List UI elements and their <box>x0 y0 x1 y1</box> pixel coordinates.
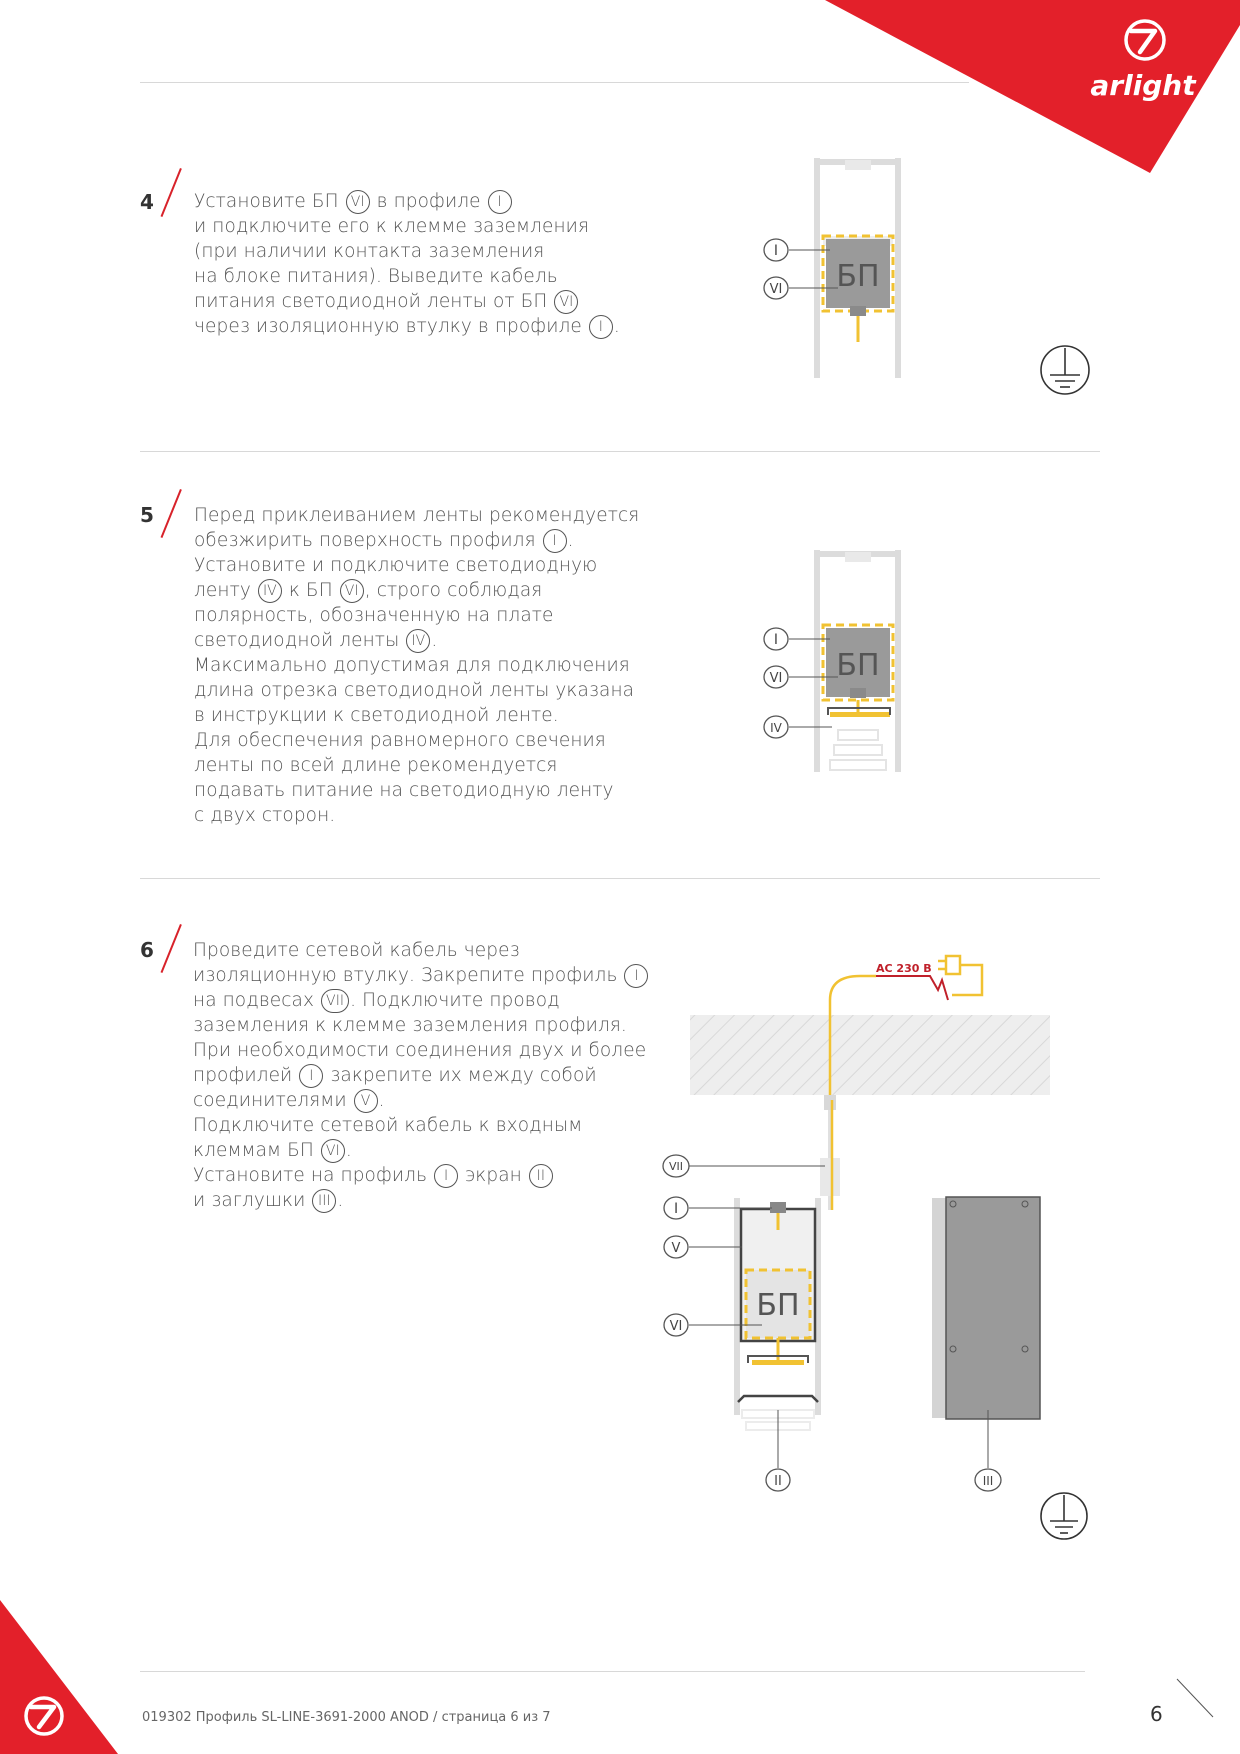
step-number-4: 4 <box>140 190 154 214</box>
page-number: 6 <box>1150 1702 1163 1726</box>
text-segment: и заглушки <box>193 1190 312 1211</box>
page-corner-mark <box>1175 1677 1215 1721</box>
text-segment: экран <box>459 1165 528 1186</box>
callout-label-II: II <box>774 1474 782 1489</box>
diagram-step-4 <box>750 150 1100 410</box>
text-segment: обезжирить поверхность профиля <box>194 530 542 551</box>
text-line <box>194 603 639 628</box>
roman-callout-badge: I <box>624 964 648 988</box>
callout-label-VII: VII <box>668 1160 684 1173</box>
text-line <box>194 728 639 753</box>
psu-block <box>746 1270 810 1338</box>
ground-icon <box>1041 346 1089 394</box>
text-segment: При необходимости соединения двух и более <box>193 1040 647 1061</box>
text-line <box>193 1013 649 1038</box>
roman-callout-badge: VI <box>340 579 364 603</box>
roman-callout-badge: VI <box>554 290 578 314</box>
text-segment: соединителями <box>193 1090 353 1111</box>
footer-divider <box>140 1671 1085 1672</box>
diffuser-lines <box>830 730 886 770</box>
red-corner-bottom-shape <box>0 1600 118 1754</box>
callout-label-I: I <box>673 1201 679 1217</box>
text-line <box>193 1188 649 1213</box>
roman-callout-badge: VI <box>321 1139 345 1163</box>
text-segment: на блоке питания). Выведите кабель <box>194 266 558 287</box>
roman-callout-badge: V <box>354 1089 378 1113</box>
text-segment: Максимально допустимая для подключения <box>194 655 630 676</box>
callout-label-V: V <box>671 1241 681 1256</box>
step-text-5 <box>194 503 639 828</box>
text-segment: . <box>431 630 438 651</box>
text-line <box>193 1138 649 1163</box>
text-line <box>193 1113 649 1138</box>
divider-step-5 <box>140 451 1100 452</box>
profile-top-slot <box>845 160 871 170</box>
text-segment: Установите и подключите светодиодную <box>194 555 598 576</box>
text-line <box>194 678 639 703</box>
step-text-4 <box>194 189 620 339</box>
step-number-6: 6 <box>140 938 154 962</box>
power-cable <box>876 976 948 1000</box>
text-segment: заземления к клемме заземления профиля. <box>193 1015 627 1036</box>
callout-label-I: I <box>773 243 779 259</box>
brand-reg-mark: ® <box>1208 76 1218 87</box>
text-segment: с двух сторон. <box>194 805 336 826</box>
text-line <box>193 938 649 963</box>
text-segment: ленту <box>194 580 257 601</box>
text-line <box>194 264 620 289</box>
text-line <box>194 214 620 239</box>
roman-callout-badge: I <box>488 190 512 214</box>
psu-block <box>823 236 893 311</box>
text-line <box>194 239 620 264</box>
text-segment: . <box>345 1140 352 1161</box>
callout-label-III: III <box>982 1474 994 1488</box>
step-slash-4 <box>161 168 182 217</box>
footer-doc-info: 019302 Профиль SL-LINE-3691-2000 ANOD / страница 6 из 7 <box>142 1710 551 1725</box>
text-line <box>194 703 639 728</box>
text-segment: . <box>337 1190 344 1211</box>
callout-label-VI: VI <box>669 1319 683 1334</box>
text-segment: Установите БП <box>194 191 345 212</box>
roman-callout-badge: IV <box>258 579 282 603</box>
roman-callout-badge: IV <box>406 629 430 653</box>
text-segment: профилей <box>193 1065 299 1086</box>
text-segment: и подключите его к клемме заземления <box>194 216 589 237</box>
text-segment: Установите на профиль <box>193 1165 434 1186</box>
ground-icon <box>1041 1493 1087 1539</box>
roman-callout-badge: II <box>529 1164 553 1188</box>
text-line <box>194 778 639 803</box>
divider-step-6 <box>140 878 1100 879</box>
roman-callout-badge: I <box>589 315 613 339</box>
end-cap <box>946 1197 1040 1419</box>
screen <box>738 1396 818 1402</box>
text-segment: . <box>613 316 620 337</box>
text-line <box>194 803 639 828</box>
text-segment: . <box>378 1090 385 1111</box>
diagram-step-6 <box>668 940 1100 1540</box>
text-segment: клеммам БП <box>193 1140 320 1161</box>
text-line <box>194 578 639 603</box>
step-slash-5 <box>161 489 182 538</box>
text-line <box>194 753 639 778</box>
text-segment: в профиле <box>370 191 487 212</box>
text-segment: к БП <box>282 580 339 601</box>
text-line <box>194 528 639 553</box>
text-segment: длина отрезка светодиодной ленты указана <box>194 680 635 701</box>
text-segment: (при наличии контакта заземления <box>194 241 545 262</box>
roman-callout-badge: I <box>299 1064 323 1088</box>
text-line <box>194 628 639 653</box>
text-line <box>193 1163 649 1188</box>
text-segment: светодиодной ленты <box>194 630 406 651</box>
text-line <box>193 963 649 988</box>
text-line <box>193 1038 649 1063</box>
callout-label-I: I <box>773 632 779 648</box>
led-strip <box>830 712 890 717</box>
text-segment: питания светодиодной ленты от БП <box>194 291 554 312</box>
text-segment: через изоляционную втулку в профиле <box>194 316 588 337</box>
text-line <box>194 503 639 528</box>
brand-corner-bottom <box>0 1600 130 1754</box>
roman-callout-badge: III <box>312 1189 336 1213</box>
callout-label-VI: VI <box>769 282 783 297</box>
brand-corner <box>820 0 1240 175</box>
psu-label: БП <box>836 259 880 294</box>
text-segment: Проведите сетевой кабель через <box>193 940 520 961</box>
step-number-5: 5 <box>140 503 154 527</box>
step-text-6 <box>193 938 649 1213</box>
text-line <box>194 653 639 678</box>
text-line <box>194 289 620 314</box>
text-line <box>194 553 639 578</box>
text-line <box>193 1088 649 1113</box>
callout-label-IV: IV <box>770 721 782 735</box>
text-segment: Перед приклеиванием ленты рекомендуется <box>194 505 640 526</box>
roman-callout-badge: I <box>543 529 567 553</box>
step-slash-6 <box>161 924 182 973</box>
voltage-label: AC 230 В <box>876 962 932 975</box>
callout-label-VI: VI <box>769 671 783 686</box>
suspension-holder <box>820 1158 840 1196</box>
text-segment: , строго соблюдая <box>364 580 543 601</box>
diagram-step-5 <box>750 540 970 780</box>
brand-name: arlight <box>1090 69 1196 102</box>
text-segment: . Подключите провод <box>350 990 560 1011</box>
text-segment: полярность, обозначенную на плате <box>194 605 554 626</box>
psu-label: БП <box>756 1288 800 1323</box>
psu-label: БП <box>836 648 880 683</box>
text-segment: подавать питание на светодиодную ленту <box>194 780 614 801</box>
text-segment: Подключите сетевой кабель к входным <box>193 1115 583 1136</box>
text-segment: Для обеспечения равномерного свечения <box>194 730 606 751</box>
text-segment: . <box>567 530 574 551</box>
text-segment: изоляционную втулку. Закрепите профиль <box>193 965 624 986</box>
text-line <box>193 1063 649 1088</box>
text-segment: закрепите их между собой <box>324 1065 597 1086</box>
text-segment: в инструкции к светодиодной ленте. <box>194 705 559 726</box>
roman-callout-badge: I <box>434 1164 458 1188</box>
text-segment: ленты по всей длине рекомендуется <box>194 755 558 776</box>
insulating-sleeve <box>850 306 866 316</box>
text-segment: на подвесах <box>193 990 321 1011</box>
roman-callout-badge: VI <box>346 190 370 214</box>
text-line <box>193 988 649 1013</box>
text-line <box>194 314 620 339</box>
roman-callout-badge: VII <box>321 989 349 1013</box>
text-line <box>194 189 620 214</box>
top-divider <box>140 82 969 83</box>
